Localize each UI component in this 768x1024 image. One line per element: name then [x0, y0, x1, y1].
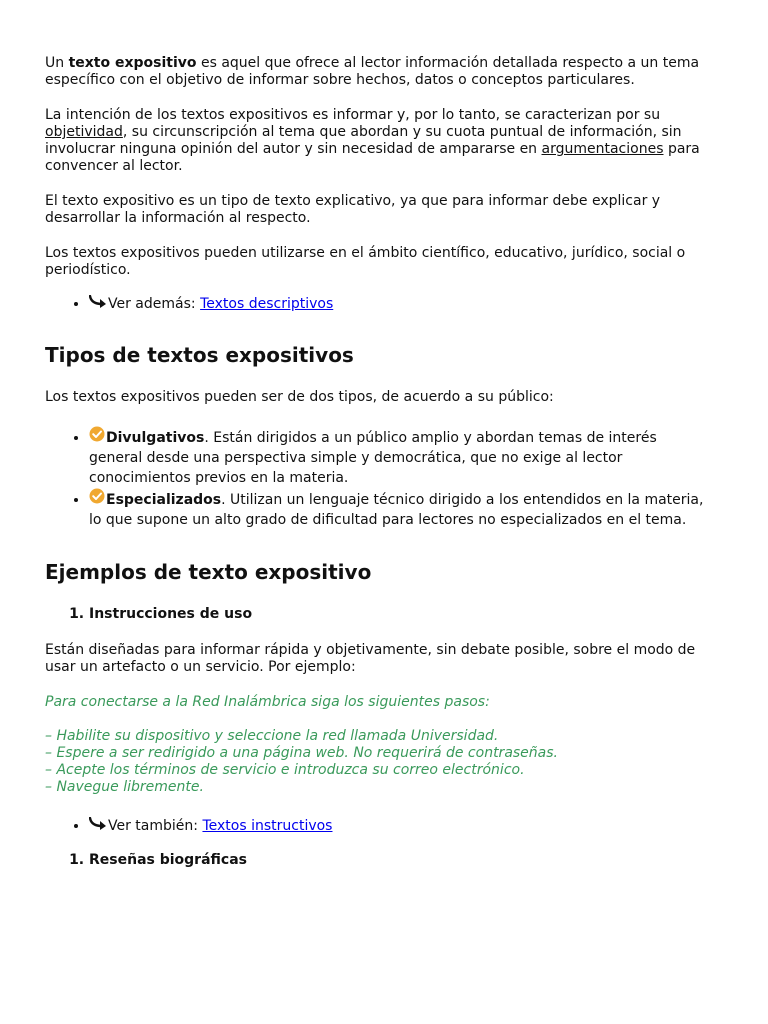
types-intro: Los textos expositivos pueden ser de dos tipos, de acuerdo a su público:	[45, 389, 554, 405]
examples-list-2	[45, 852, 715, 869]
check-badge-icon	[89, 488, 105, 504]
textos-descriptivos-link[interactable]: Textos descriptivos	[200, 296, 334, 312]
see-also-item: • Ver además: Textos descriptivos	[89, 295, 715, 313]
intro-paragraph-1: Un texto expositivo es aquel que ofrece al lector información detallada respecto a un tema específico con el objetivo de informar sobre hechos, datos o conceptos particulares.	[45, 55, 700, 88]
intro-paragraph-4: Los textos expositivos pueden utilizarse en el ámbito científico, educativo, jurídico, social o periodístico.	[45, 245, 686, 278]
objetividad-link[interactable]: objetividad	[45, 124, 123, 140]
argumentaciones-link[interactable]: argumentaciones	[541, 141, 664, 157]
types-list	[45, 426, 709, 530]
examples-list-1	[45, 606, 715, 623]
list-item: • Divulgativos. Están dirigidos a un público amplio y abordan temas de interés general desde una perspectiva simple y democrática, que no exige al lector conocimientos previos en la materia.	[89, 426, 709, 488]
intro-paragraph-2: La intención de los textos expositivos es informar y, por lo tanto, se caracterizan por su objetividad, su circunscripción al tema que abordan y su cuota puntual de información, sin involucrar ninguna opinión del autor y sin necesidad de ampararse en argumentaciones para convencer al lector.	[45, 107, 700, 174]
article-content	[45, 55, 715, 869]
list-item: • Especializados. Utilizan un lenguaje técnico dirigido a los entendidos en la materia, lo que supone un alto grado de dificultad para lectores no especializados en el tema.	[89, 488, 709, 530]
textos-instructivos-link[interactable]: Textos instructivos	[202, 818, 333, 834]
example-step: – Navegue libremente.	[45, 779, 204, 795]
see-also-list-2	[45, 817, 715, 835]
list-item: 1. Reseñas biográficas	[89, 852, 715, 869]
example-instructions	[45, 694, 715, 796]
intro-paragraph-3: El texto expositivo es un tipo de texto explicativo, ya que para informar debe explicar y desarrollar la información al respecto.	[45, 193, 661, 226]
term-bold: texto expositivo	[68, 55, 197, 71]
example-step: – Habilite su dispositivo y seleccione la red llamada Universidad.	[45, 728, 499, 744]
example-step: – Espere a ser redirigido a una página web. No requerirá de contraseñas.	[45, 745, 558, 761]
list-item: 1. Instrucciones de uso	[89, 606, 715, 623]
curved-arrow-icon	[89, 295, 108, 309]
check-badge-icon	[89, 426, 105, 442]
instructions-description: Están diseñadas para informar rápida y objetivamente, sin debate posible, sobre el modo de usar un artefacto o un servicio. Por ejemplo:	[45, 642, 696, 675]
example-step: – Acepte los términos de servicio e introduzca su correo electrónico.	[45, 762, 525, 778]
curved-arrow-icon	[89, 817, 108, 831]
examples-heading: Ejemplos de texto expositivo	[45, 560, 372, 584]
see-also-item: • Ver también: Textos instructivos	[89, 817, 715, 835]
types-heading: Tipos de textos expositivos	[45, 343, 354, 367]
see-also-list-1	[45, 295, 715, 313]
example-intro: Para conectarse a la Red Inalámbrica siga los siguientes pasos:	[45, 694, 490, 710]
